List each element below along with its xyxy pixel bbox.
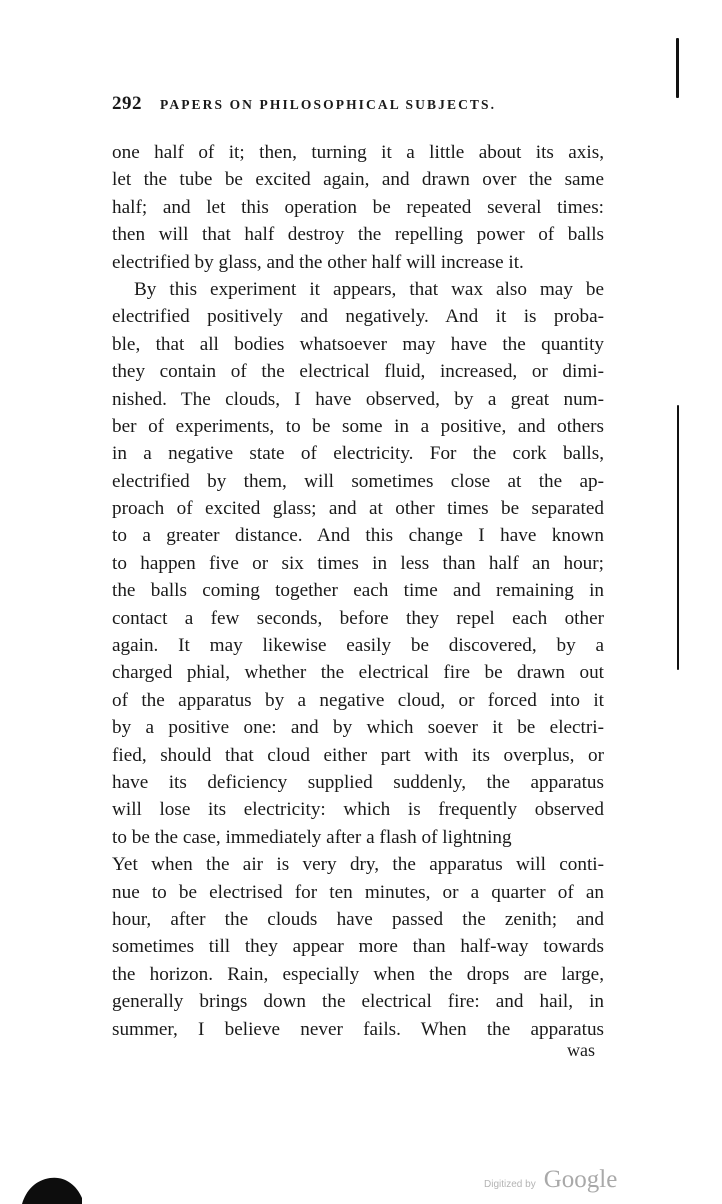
page-edge-mark-side: [677, 405, 679, 670]
text-line: the balls coming together each time and remaining in: [112, 580, 604, 602]
text-line: hour, after the clouds have passed the zenith; and: [112, 908, 604, 930]
page-edge-mark-top: [676, 38, 679, 98]
text-line: proach of excited glass; and at other times be separated: [112, 498, 604, 520]
text-line: have its deficiency supplied suddenly, the apparatus: [112, 771, 604, 793]
text-line: again. It may likewise easily be discovered, by a: [112, 635, 604, 657]
text-line: then will that half destroy the repelling power of balls: [112, 224, 604, 246]
text-line: the horizon. Rain, especially when the drops are large,: [112, 963, 604, 985]
page-header: [112, 92, 632, 116]
text-line: fied, should that cloud either part with its overplus, or: [112, 744, 604, 766]
text-line: nue to be electrised for ten minutes, or a quarter of an: [112, 881, 604, 903]
text-line: electrified positively and negatively. And it is proba-: [112, 306, 604, 328]
text-line: By this experiment it appears, that wax also may be: [134, 278, 604, 300]
text-line: to happen five or six times in less than half an hour;: [112, 552, 604, 574]
digitization-watermark: [484, 1166, 618, 1193]
text-line: in a negative state of electricity. For the cork balls,: [112, 443, 604, 465]
text-line: generally brings down the electrical fire: and hail, in: [112, 991, 604, 1013]
page-number: 292: [112, 93, 142, 114]
running-head: PAPERS ON PHILOSOPHICAL SUBJECTS.: [160, 97, 497, 112]
watermark-brand: Google: [543, 1166, 618, 1193]
text-line: let the tube be excited again, and drawn over the same: [112, 169, 604, 191]
text-line: of the apparatus by a negative cloud, or forced into it: [112, 689, 604, 711]
text-line: nished. The clouds, I have observed, by a great num-: [112, 388, 604, 410]
watermark-prefix: Digitized by: [484, 1179, 536, 1190]
text-line: sometimes till they appear more than half-way towards: [112, 936, 604, 958]
text-line: to be the case, immediately after a flash of lightning: [112, 826, 512, 848]
ink-blot: [20, 1168, 82, 1204]
text-line: charged phial, whether the electrical fire be drawn out: [112, 662, 604, 684]
text-line: ber of experiments, to be some in a positive, and others: [112, 415, 604, 437]
text-line: electrified by glass, and the other half will increase it.: [112, 251, 524, 273]
text-line: electrified by them, will sometimes close at the ap-: [112, 470, 604, 492]
catchword: was: [567, 1040, 595, 1060]
text-line: by a positive one: and by which soever it be electri-: [112, 717, 604, 739]
text-line: to a greater distance. And this change I have known: [112, 525, 604, 547]
body-text: [112, 139, 604, 1043]
text-line: summer, I believe never fails. When the apparatus: [112, 1018, 604, 1040]
text-line: ble, that all bodies whatsoever may have the quantity: [112, 333, 604, 355]
text-line: they contain of the electrical fluid, increased, or dimi-: [112, 361, 604, 383]
text-line: one half of it; then, turning it a little about its axis,: [112, 142, 604, 163]
text-line: Yet when the air is very dry, the apparatus will conti-: [112, 854, 604, 876]
text-line: contact a few seconds, before they repel each other: [112, 607, 604, 629]
text-line: will lose its electricity: which is frequently observed: [112, 799, 604, 821]
text-line: half; and let this operation be repeated several times:: [112, 196, 604, 218]
